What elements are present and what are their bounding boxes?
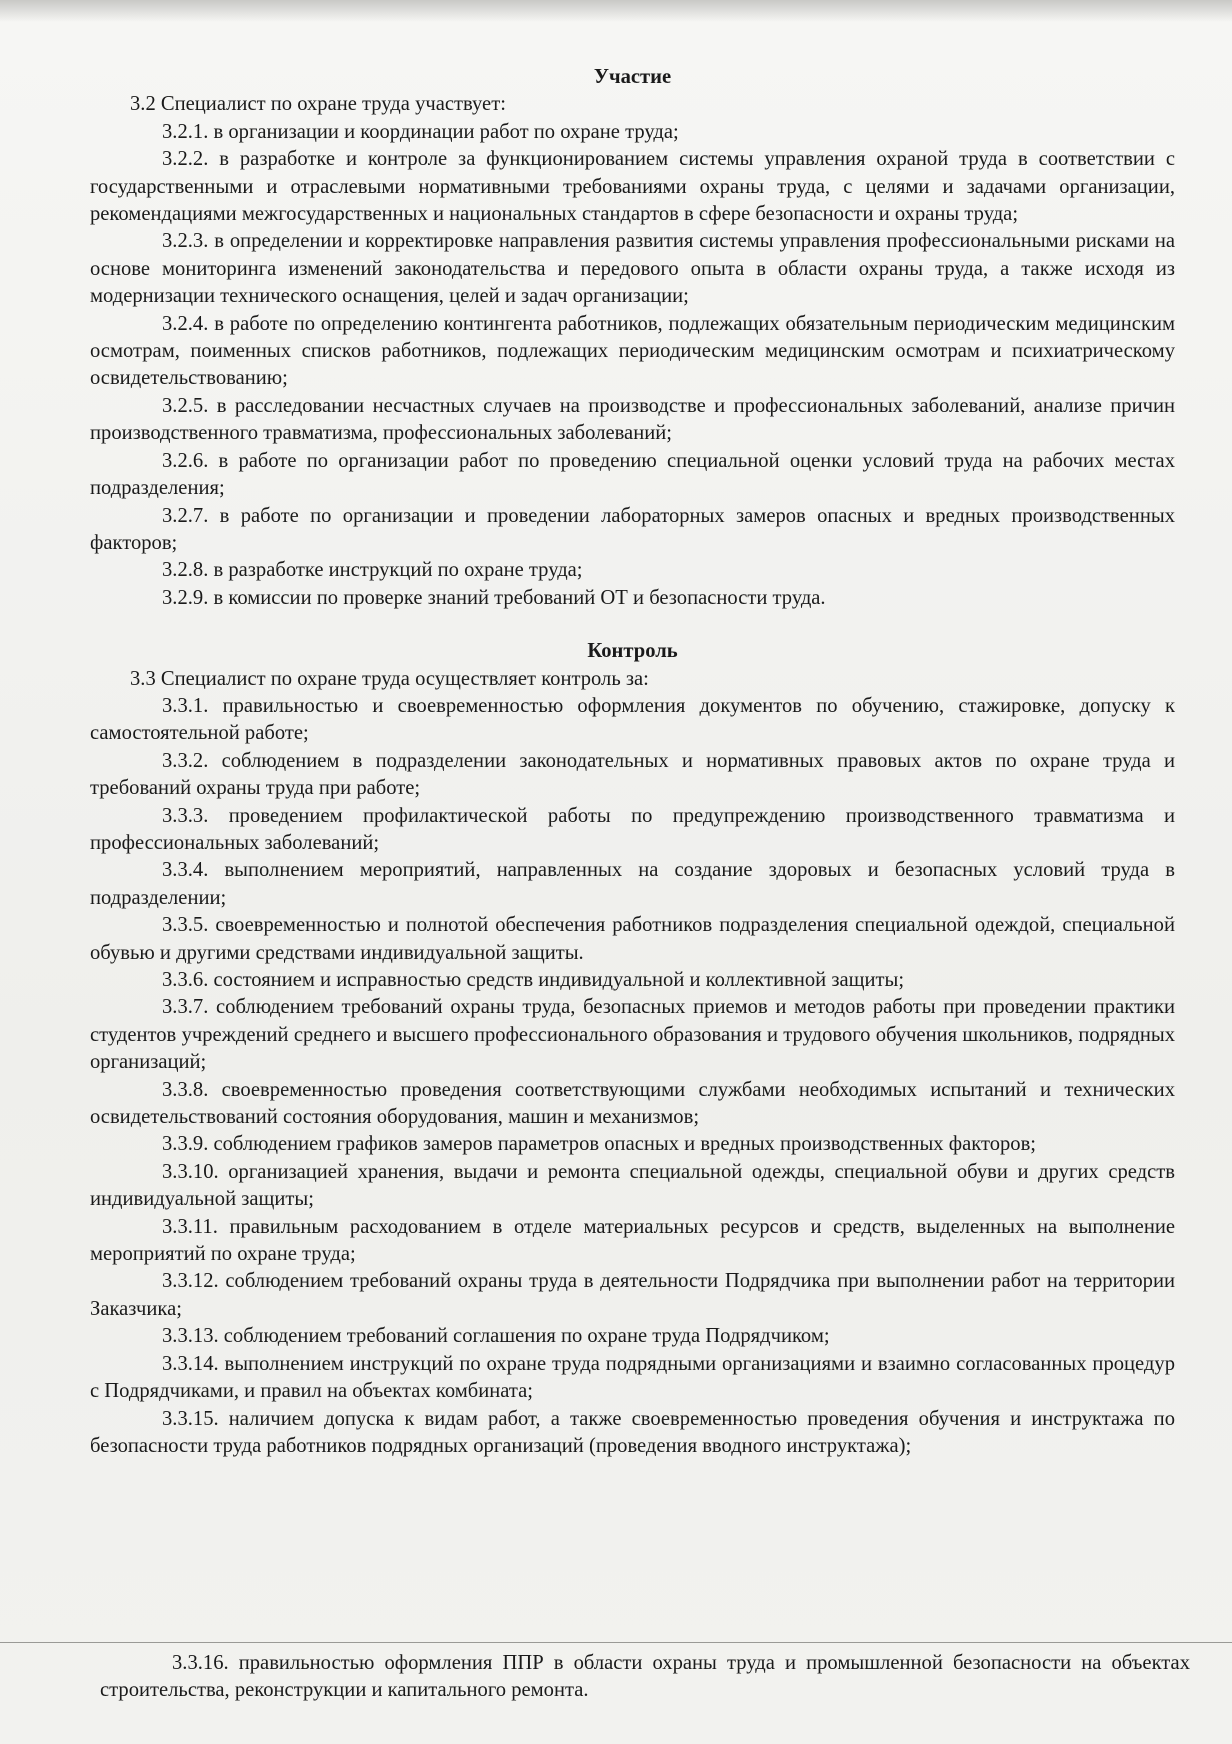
participation-item: 3.2.5. в расследовании несчастных случаев на производстве и профессиональных заболеваний, анализе причин производственного травматизма, профессиональных заболеваний;	[90, 394, 1175, 445]
control-item: 3.3.14. выполнением инструкций по охране труда подрядными организациями и взаимно согласованных процедур с Подрядчиками, и правил на объектах комбината;	[90, 1352, 1175, 1403]
control-intro: 3.3 Специалист по охране труда осуществляет контроль за:	[130, 667, 649, 690]
control-item: 3.3.3. проведением профилактической работы по предупреждению производственного травматизма и профессиональных заболеваний;	[90, 804, 1175, 854]
control-item: 3.3.5. своевременностью и полнотой обеспечения работников подразделения специальной одеждой, специальной обувью и другими средствами индивидуальной защиты.	[90, 914, 1175, 964]
control-item: 3.3.8. своевременностью проведения соответствующими службами необходимых испытаний и технических освидетельствований состояния оборудования, машин и механизмов;	[90, 1078, 1175, 1129]
control-item: 3.3.2. соблюдением в подразделении законодательных и нормативных правовых актов по охране труда и требований охраны труда при работе;	[90, 749, 1175, 800]
control-item: 3.3.1. правильностью и своевременностью оформления документов по обучению, стажировке, допуску к самостоятельной работе;	[90, 694, 1175, 745]
section-heading-control: Контроль	[587, 640, 678, 663]
control-item: 3.3.15. наличием допуска к видам работ, а также своевременностью проведения обучения и инструктажа по безопасности труда работников подрядных организаций (проведения вводного инструктажа);	[90, 1407, 1175, 1457]
participation-item: 3.2.4. в работе по определению контингента работников, подлежащих обязательным периодическим медицинским осмотрам, поименных списков работников, подлежащих периодическим медицинским осмотрам и психиатрическому освидетельствованию;	[90, 312, 1175, 390]
scan-edge-shadow	[0, 0, 1232, 22]
scan-fold-line	[0, 1642, 1232, 1643]
section-heading-participation: Участие	[593, 66, 672, 88]
control-item: 3.3.10. организацией хранения, выдачи и ремонта специальной одежды, специальной обуви и других средств индивидуальной защиты;	[90, 1160, 1175, 1211]
participation-item: 3.2.9. в комиссии по проверке знаний требований ОТ и безопасности труда.	[162, 586, 826, 609]
participation-item: 3.2.2. в разработке и контроле за функционированием системы управления охраной труда в соответствии с государственными и отраслевыми нормативными требованиями охраны труда, с целями и задачами организации, рекомендациями межгосударственных и национальных стандартов в сфере безопасности и охраны труда;	[90, 148, 1175, 226]
control-item: 3.3.9. соблюдением графиков замеров параметров опасных и вредных производственных факторов;	[162, 1133, 1037, 1156]
participation-item: 3.2.6. в работе по организации работ по проведению специальной оценки условий труда на рабочих местах подразделения;	[90, 449, 1175, 500]
section-gap	[90, 612, 1175, 638]
participation-item: 3.2.7. в работе по организации и проведении лабораторных замеров опасных и вредных производственных факторов;	[90, 504, 1175, 554]
control-item: 3.3.13. соблюдением требований соглашения по охране труда Подрядчиком;	[162, 1325, 830, 1348]
participation-item: 3.2.3. в определении и корректировке направления развития системы управления профессиональными рисками на основе мониторинга изменений законодательства и передового опыта в области охраны труда, а также исходя из модернизации технического оснащения, целей и задач организации;	[90, 230, 1175, 308]
control-item: 3.3.7. соблюдением требований охраны труда, безопасных приемов и методов работы при проведении практики студентов учреждений среднего и высшего профессионального образования и трудового обучения школьников, подрядных организаций;	[90, 996, 1175, 1074]
continuation-block	[100, 1650, 1190, 1705]
participation-item: 3.2.1. в организации и координации работ по охране труда;	[162, 120, 679, 143]
document-body	[90, 64, 1175, 1460]
participation-intro: 3.2 Специалист по охране труда участвует:	[130, 93, 506, 116]
control-item: 3.3.11. правильным расходованием в отделе материальных ресурсов и средств, выделенных на выполнение мероприятий по охране труда;	[90, 1215, 1175, 1266]
participation-item: 3.2.8. в разработке инструкций по охране труда;	[162, 559, 583, 582]
control-item: 3.3.12. соблюдением требований охраны труда в деятельности Подрядчика при выполнении работ на территории Заказчика;	[90, 1270, 1175, 1320]
control-item: 3.3.16. правильностью оформления ППР в области охраны труда и промышленной безопасности на объектах строительства, реконструкции и капитального ремонта.	[100, 1652, 1190, 1702]
control-item: 3.3.6. состоянием и исправностью средств индивидуальной и коллективной защиты;	[162, 969, 905, 991]
control-item: 3.3.4. выполнением мероприятий, направленных на создание здоровых и безопасных условий труда в подразделении;	[90, 859, 1175, 909]
